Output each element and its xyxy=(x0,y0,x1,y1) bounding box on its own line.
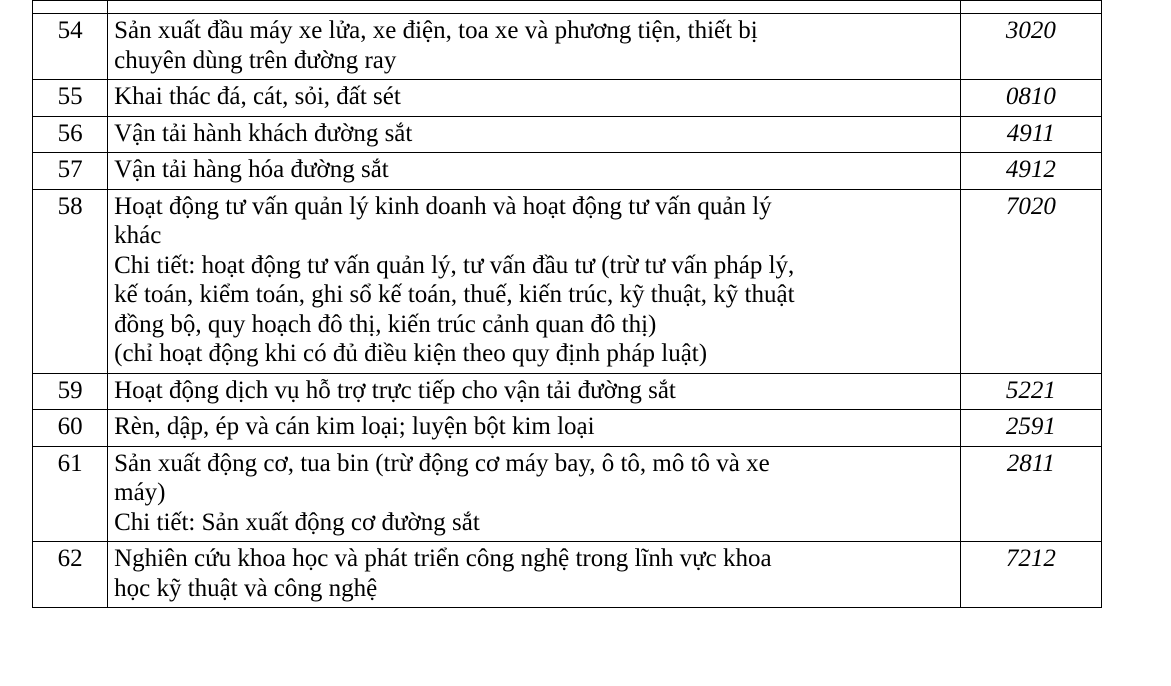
business-lines-table xyxy=(32,0,1102,608)
business-name-line: học kỹ thuật và công nghệ xyxy=(114,574,378,602)
business-name-line: Chi tiết: hoạt động tư vấn quản lý, tư vấn đầu tư (trừ tư vấn pháp lý, xyxy=(114,251,795,279)
business-name-line: Sản xuất đầu máy xe lửa, xe điện, toa xe và phương tiện, thiết bị xyxy=(114,17,758,44)
row-industry-code: 5221 xyxy=(960,373,1101,410)
business-name-line: Hoạt động tư vấn quản lý kinh doanh và hoạt động tư vấn quản lý xyxy=(114,192,772,220)
row-number: 57 xyxy=(33,153,108,190)
row-industry-code: 2811 xyxy=(960,446,1101,542)
business-name-line: Rèn, dập, ép và cán kim loại; luyện bột kim loại xyxy=(114,413,595,440)
business-name-line: Vận tải hàng hóa đường sắt xyxy=(114,156,389,183)
table-row xyxy=(33,116,1102,153)
business-name-line: Chi tiết: Sản xuất động cơ đường sắt xyxy=(114,508,480,536)
business-name-line: khác xyxy=(114,222,162,249)
table-row xyxy=(33,542,1102,608)
business-name-line: (chỉ hoạt động khi có đủ điều kiện theo quy định pháp luật) xyxy=(114,340,708,367)
row-business-name xyxy=(108,14,961,80)
business-name-line: Nghiên cứu khoa học và phát triển công nghệ trong lĩnh vực khoa xyxy=(114,545,772,572)
table-cell-partial xyxy=(108,1,961,14)
table-row xyxy=(33,14,1102,80)
row-business-name xyxy=(108,80,961,117)
row-number: 60 xyxy=(33,410,108,447)
business-name-line: chuyên dùng trên đường ray xyxy=(114,46,397,74)
row-number: 56 xyxy=(33,116,108,153)
business-name-line: Hoạt động dịch vụ hỗ trợ trực tiếp cho vận tải đường sắt xyxy=(114,376,676,404)
table-row xyxy=(33,153,1102,190)
row-number: 62 xyxy=(33,542,108,608)
table-row xyxy=(33,446,1102,542)
business-name-line: Khai thác đá, cát, sỏi, đất sét xyxy=(114,83,401,110)
business-name-line: Vận tải hành khách đường sắt xyxy=(114,119,413,147)
row-business-name xyxy=(108,446,961,542)
row-industry-code: 3020 xyxy=(960,14,1101,80)
table-cell-partial xyxy=(960,1,1101,14)
row-business-name xyxy=(108,189,961,373)
row-industry-code: 4912 xyxy=(960,153,1101,190)
table-row xyxy=(33,80,1102,117)
row-industry-code: 0810 xyxy=(960,80,1101,117)
table-row-partial xyxy=(33,1,1102,14)
row-industry-code: 7212 xyxy=(960,542,1101,608)
row-business-name xyxy=(108,116,961,153)
business-name-line: Sản xuất động cơ, tua bin (trừ động cơ máy bay, ô tô, mô tô và xe xyxy=(114,449,770,477)
row-industry-code: 7020 xyxy=(960,189,1101,373)
table-row xyxy=(33,373,1102,410)
table-cell-partial xyxy=(33,1,108,14)
row-business-name xyxy=(108,373,961,410)
row-number: 58 xyxy=(33,189,108,373)
table-row xyxy=(33,410,1102,447)
row-number: 59 xyxy=(33,373,108,410)
table-body xyxy=(33,1,1102,608)
business-name-line: máy) xyxy=(114,479,166,506)
row-industry-code: 4911 xyxy=(960,116,1101,153)
row-number: 54 xyxy=(33,14,108,80)
row-industry-code: 2591 xyxy=(960,410,1101,447)
row-number: 61 xyxy=(33,446,108,542)
business-name-line: đồng bộ, quy hoạch đô thị, kiến trúc cảnh quan đô thị) xyxy=(114,310,657,338)
row-business-name xyxy=(108,410,961,447)
table-row xyxy=(33,189,1102,373)
business-name-line: kế toán, kiểm toán, ghi sổ kế toán, thuế, kiến trúc, kỹ thuật, kỹ thuật xyxy=(114,281,795,308)
row-business-name xyxy=(108,153,961,190)
row-business-name xyxy=(108,542,961,608)
row-number: 55 xyxy=(33,80,108,117)
